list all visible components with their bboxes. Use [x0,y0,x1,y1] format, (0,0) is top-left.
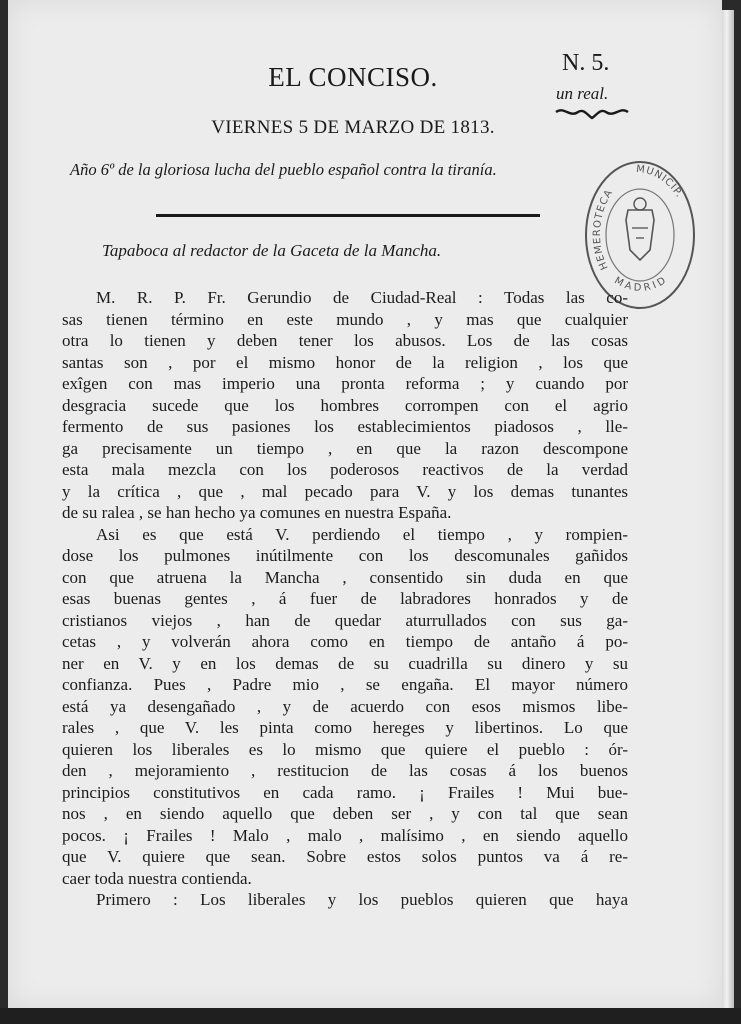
article-line: M. R. P. Fr. Gerundio de Ciudad-Real : Todas las co- [96,288,628,307]
article-line: sas tienen término en este mundo , y mas que cualquier [62,309,628,329]
article-line: rales , que V. les pinta como hereges y libertinos. Lo que [62,718,628,737]
issue-number: N. 5. [562,50,610,76]
article-line: fermento de sus pasiones los establecimientos piadosos , lle- [62,417,628,436]
article-line: pocos. ¡ Frailes ! Malo , malo , malísimo , en siendo aquello [62,825,628,845]
show-through-texture [68,60,628,320]
svg-text:HEMEROTECA [592,188,615,272]
article-line: caer toda nuestra contienda. [62,868,252,888]
article-line: de su ralea , se han hecho ya comunes en nuestra España. [62,503,452,522]
article-line: cetas , y volverán ahora como en tiempo de antaño á po- [62,632,628,651]
article-line: quieren los liberales es lo mismo que quiere el pueblo : ór- [62,739,628,759]
page-edge [722,10,734,1010]
article-line: principios constitutivos en cada ramo. ¡ Frailes ! Mui bue- [62,782,628,802]
article-line: y la crítica , que , mal pecado para V. y los demas tunantes [62,481,628,501]
article-line: esta mala mezcla con los poderosos reactivos de la verdad [62,460,628,479]
newspaper-page [8,0,722,1008]
article-title: Tapaboca al redactor de la Gaceta de la Mancha. [102,241,442,260]
article-body [62,287,628,911]
motto: Año 6º de la gloriosa lucha del pueblo español contra la tiranía. [70,160,497,179]
article-line: Asi es que está V. perdiendo el tiempo , y rompien- [96,524,628,544]
issue-price: un real. [556,84,609,103]
dateline: VIERNES 5 DE MARZO DE 1813. [211,117,495,138]
article-line: cristianos viejos , han de quedar aturrullados con sus ga- [62,610,628,630]
flourish-ornament [554,104,630,122]
newspaper-masthead: EL CONCISO. [268,62,438,92]
article-line: ga precisamente un tiempo , en que la razon descompone [62,438,628,458]
article-line: está ya desengañado , y de acuerdo con esos mismos libe- [62,696,628,716]
stamp-text-right: MUNICIP. [635,163,685,201]
article-line: que V. quiere que sean. Sobre estos solos puntos va á re- [62,847,628,866]
article-line: nos , en siendo aquello que deben ser , y con tal que sean [62,804,628,823]
article-line: confianza. Pues , Padre mio , se engaña. El mayor número [62,675,628,694]
stamp-text-left: HEMEROTECA [591,187,616,272]
article-line: dose los pulmones inútilmente con los descomunales gañidos [62,546,628,565]
header-rule [156,214,540,217]
article-line: exîgen con mas imperio una pronta reforma ; y cuando por [62,374,628,393]
stamp-text-bottom: MADRID [612,273,671,294]
article-line: otra lo tienen y deben tener los abusos. Los de las cosas [62,331,628,350]
article-line: den , mejoramiento , restitucion de las cosas á los buenos [62,761,628,780]
article-line: esas buenas gentes , á fuer de labradores honrados y de [62,589,628,608]
article-line: Primero : Los liberales y los pueblos quieren que haya [96,890,628,909]
article-line: santas son , por el mismo honor de la religion , los que [62,352,628,372]
article-line: con que atruena la Mancha , consentido sin duda en que [62,567,628,587]
article-line: ner en V. y en los demas de su cuadrilla su dinero y su [62,653,628,673]
article-line: desgracia sucede que los hombres corrompen con el agrio [62,395,628,415]
scan-border [0,1008,741,1024]
